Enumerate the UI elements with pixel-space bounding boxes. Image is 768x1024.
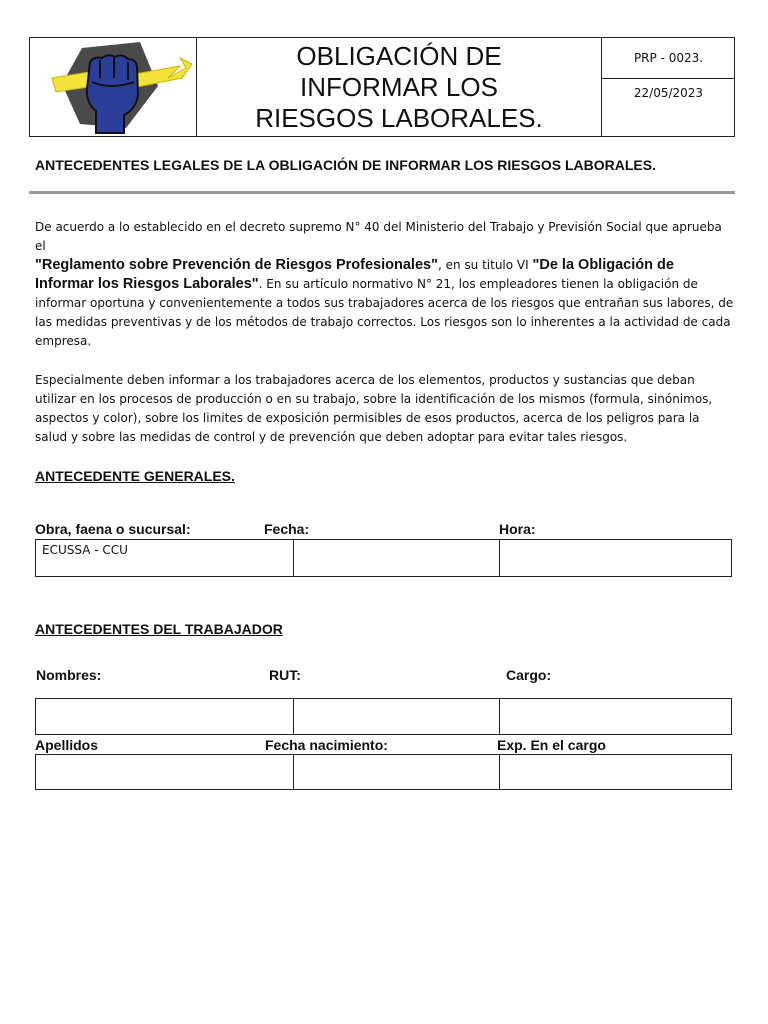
label-rut: RUT:: [269, 667, 301, 683]
field-exp-cargo[interactable]: [500, 755, 731, 789]
title-line-2: INFORMAR LOS: [300, 71, 498, 102]
field-nombres[interactable]: [36, 699, 294, 734]
para1-rest: . En su artículo normativo N° 21, los empleadores tienen la obligación de informar oportuna y convenientemente a todos sus trabajadores acerca de los riesgos que entrañan sus labores, de las medidas preventivas y de los métodos de trabajo correctos. Los riesgos son lo inherentes a la actividad de cada empresa.: [35, 277, 734, 348]
label-fecha: Fecha:: [264, 521, 310, 537]
field-rut[interactable]: [294, 699, 500, 734]
para1-mid: , en su titulo VI: [437, 258, 533, 272]
label-apellidos: Apellidos: [35, 737, 99, 753]
field-cargo[interactable]: [500, 699, 731, 734]
para1-reglamento: "Reglamento sobre Prevención de Riesgos Profesionales": [35, 257, 438, 273]
field-fecha[interactable]: [294, 540, 500, 576]
label-cargo: Cargo:: [506, 667, 552, 683]
field-fecha-nacimiento-value: [294, 755, 499, 758]
logo-cell: [30, 38, 197, 136]
field-exp-cargo-value: [500, 755, 731, 758]
label-nombres: Nombres:: [36, 667, 102, 683]
raised-fist-lightning-logo-icon: [30, 38, 196, 136]
document-header: [29, 37, 735, 137]
paragraph-special: Especialmente deben informar a los trabajadores acerca de los elementos, productos y sustancias que deban utilizar en los procesos de producción o en su trabajo, sobre la identificación de los mismos (formula, sinónimos, aspectos y color), sobre los limites de exposición permisibles de esos productos, acerca de los peligros para la salud y sobre las medidas de control y de prevención que deben adoptar para evitar tales riesgos.: [35, 373, 713, 444]
label-obra: Obra, faena o sucursal:: [35, 521, 191, 537]
field-obra-value: ECUSSA - CCU: [42, 543, 128, 557]
field-fecha-value: [294, 540, 499, 543]
document-title: [197, 38, 601, 136]
title-line-3: RIESGOS LABORALES.: [255, 102, 543, 133]
worker-row-2: [35, 754, 732, 790]
field-cargo-value: [500, 699, 731, 702]
field-fecha-nacimiento[interactable]: [294, 755, 500, 789]
field-rut-value: [294, 699, 499, 702]
document-code: PRP - 0023.: [601, 38, 735, 79]
title-line-1: OBLIGACIÓN DE: [296, 40, 502, 71]
label-fecha-nacimiento: Fecha nacimiento:: [265, 737, 388, 753]
label-hora: Hora:: [499, 521, 536, 537]
divider: [29, 191, 735, 194]
para1-titulo: "De la Obligación de Informar los Riesgos Laborales": [35, 257, 674, 292]
field-hora[interactable]: [500, 540, 731, 576]
label-exp-cargo: Exp. En el cargo: [497, 737, 606, 753]
general-row: [35, 539, 732, 577]
field-obra[interactable]: [36, 540, 294, 576]
heading-worker: ANTECEDENTES DEL TRABAJADOR: [35, 621, 283, 637]
heading-general: ANTECEDENTE GENERALES.: [35, 468, 235, 484]
field-apellidos-value: [36, 755, 293, 758]
field-apellidos[interactable]: [36, 755, 294, 789]
document-date: 22/05/2023: [601, 79, 735, 136]
para1-lead: De acuerdo a lo establecido en el decreto supremo N° 40 del Ministerio del Trabajo y Previsión Social que aprueba el: [35, 220, 722, 253]
section-subtitle: ANTECEDENTES LEGALES DE LA OBLIGACIÓN DE INFORMAR LOS RIESGOS LABORALES.: [35, 157, 656, 173]
worker-row-1: [35, 698, 732, 735]
field-nombres-value: [36, 699, 293, 702]
paragraph-legal: [35, 218, 735, 351]
field-hora-value: [500, 540, 731, 543]
